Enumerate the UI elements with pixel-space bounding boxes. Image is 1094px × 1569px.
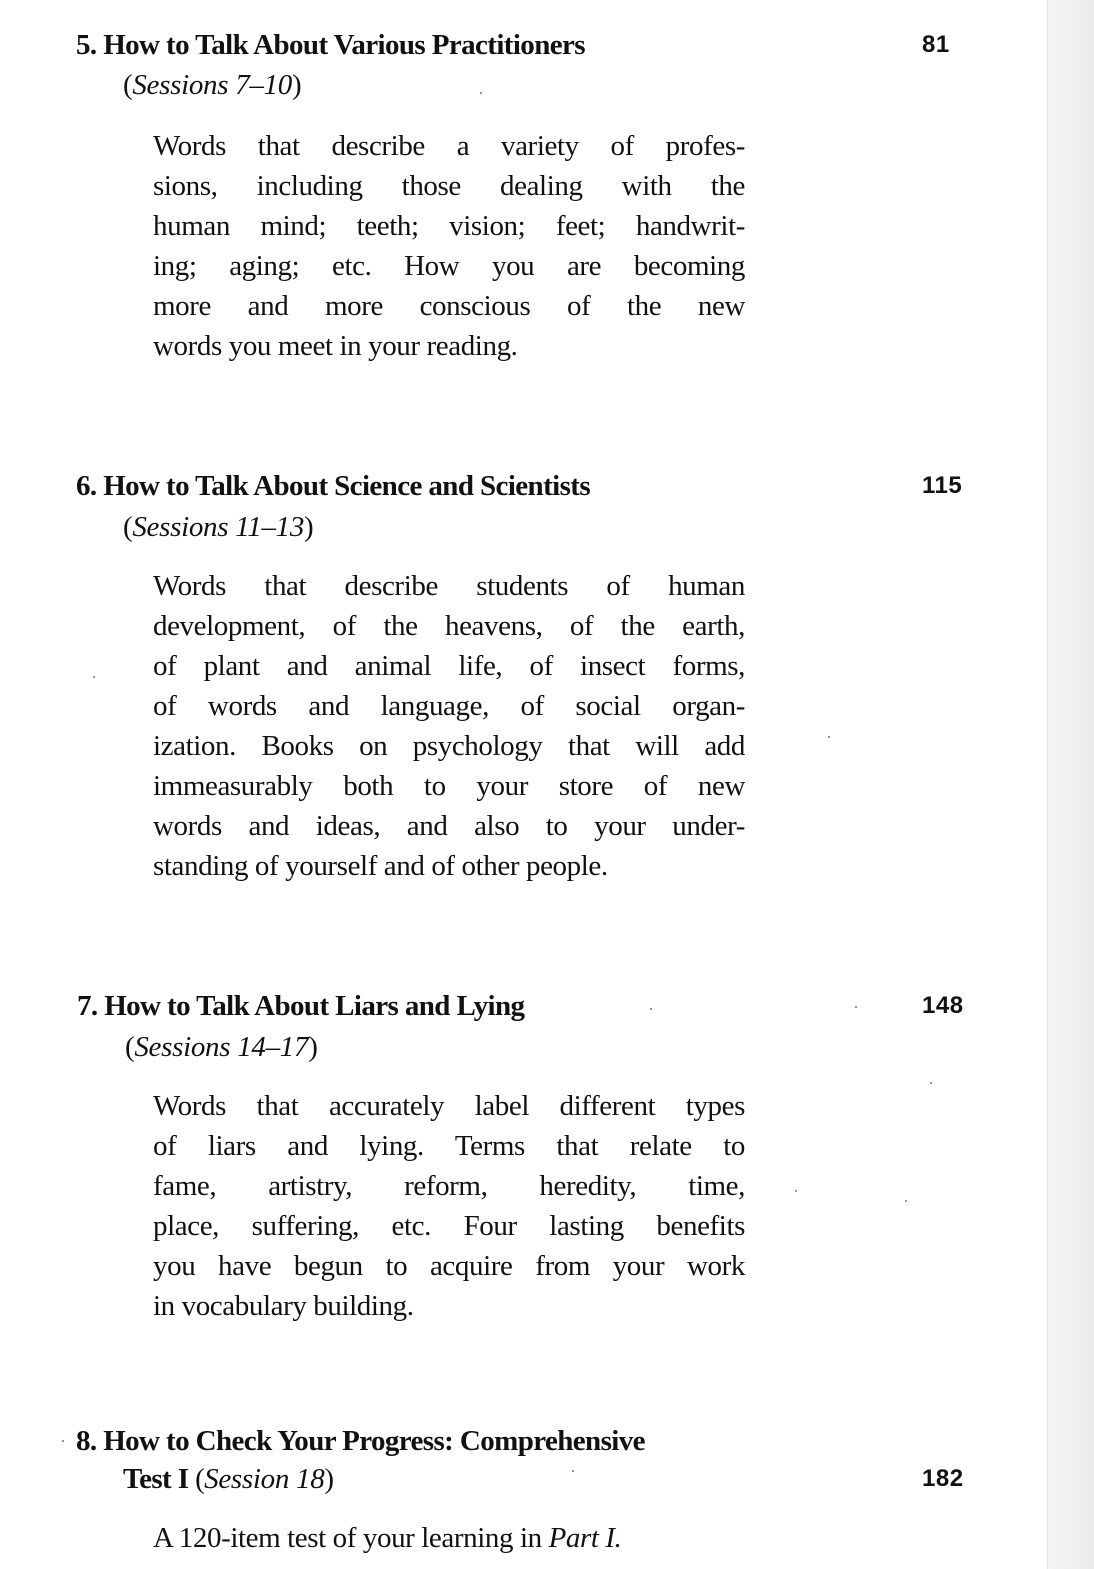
description-line: immeasurably both to your store of new: [153, 770, 745, 802]
scan-speck: [480, 92, 482, 94]
description-line: Words that accurately label different types: [153, 1090, 745, 1122]
description-line: Words that describe a variety of profes-: [153, 130, 745, 162]
description-line: you have begun to acquire from your work: [153, 1250, 745, 1282]
description-line: of words and language, of social organ-: [153, 690, 745, 722]
test-label: Test I: [123, 1463, 189, 1495]
scan-speck: [828, 736, 830, 738]
paren-close: ): [304, 511, 314, 543]
entry-sessions: [125, 1028, 318, 1066]
page-edge-shadow: [1047, 0, 1094, 1569]
entry-page-number: 81: [922, 31, 950, 58]
description-line: fame, artistry, reform, heredity, time,: [153, 1170, 745, 1202]
entry-page-number: 148: [922, 992, 964, 1019]
entry-page-number: 182: [922, 1465, 964, 1492]
sessions-range: Sessions 7–10: [132, 69, 292, 101]
paren-close: ): [324, 1463, 334, 1495]
description-line: sions, including those dealing with the: [153, 170, 745, 202]
entry-title: 6. How to Talk About Science and Scientists: [76, 470, 591, 502]
entry-sessions: [123, 1460, 333, 1498]
paren-open: (: [195, 1463, 205, 1495]
scan-speck: [795, 1190, 797, 1192]
description-line: ization. Books on psychology that will add: [153, 730, 745, 762]
scan-speck: [650, 1008, 652, 1010]
scan-speck: [572, 1470, 574, 1472]
entry-page-number: 115: [922, 472, 963, 499]
description-part-ref: Part I.: [548, 1522, 622, 1554]
scan-speck: [930, 1082, 932, 1084]
description-line: more and more conscious of the new: [153, 290, 745, 322]
entry-description: [153, 1086, 745, 1326]
entry-sessions: [123, 66, 301, 104]
sessions-range: Sessions 14–17: [134, 1031, 309, 1063]
entry-sessions: [123, 508, 313, 546]
scan-speck: [905, 1200, 907, 1202]
paren-close: ): [292, 69, 302, 101]
sessions-range: Session 18: [204, 1463, 325, 1495]
description-line: standing of yourself and of other people.: [153, 850, 608, 882]
scan-speck: [93, 676, 95, 678]
entry-description: [153, 1518, 853, 1558]
description-line: human mind; teeth; vision; feet; handwrit-: [153, 210, 745, 242]
description-line: [153, 1518, 853, 1558]
paren-open: (: [125, 1031, 135, 1063]
description-line: of plant and animal life, of insect forms,: [153, 650, 745, 682]
entry-title: 7. How to Talk About Liars and Lying: [77, 990, 525, 1022]
paren-close: ): [308, 1031, 318, 1063]
entry-description: [153, 126, 745, 366]
entry-title: 8. How to Check Your Progress: Comprehensive: [76, 1425, 645, 1457]
description-line: ing; aging; etc. How you are becoming: [153, 250, 745, 282]
description-text: A 120-item test of your learning in: [153, 1522, 549, 1554]
description-line: of liars and lying. Terms that relate to: [153, 1130, 745, 1162]
scan-speck: [855, 1006, 857, 1008]
description-line: words and ideas, and also to your under-: [153, 810, 745, 842]
description-line: in vocabulary building.: [153, 1290, 414, 1322]
entry-description: [153, 566, 745, 886]
paren-open: (: [123, 511, 133, 543]
description-line: Words that describe students of human: [153, 570, 745, 602]
paren-open: (: [123, 69, 133, 101]
scan-speck: [62, 1440, 64, 1442]
sessions-range: Sessions 11–13: [132, 511, 305, 543]
description-line: development, of the heavens, of the earth,: [153, 610, 745, 642]
description-line: words you meet in your reading.: [153, 330, 518, 362]
entry-title: 5. How to Talk About Various Practitioners: [76, 29, 585, 61]
description-line: place, suffering, etc. Four lasting benefits: [153, 1210, 745, 1242]
